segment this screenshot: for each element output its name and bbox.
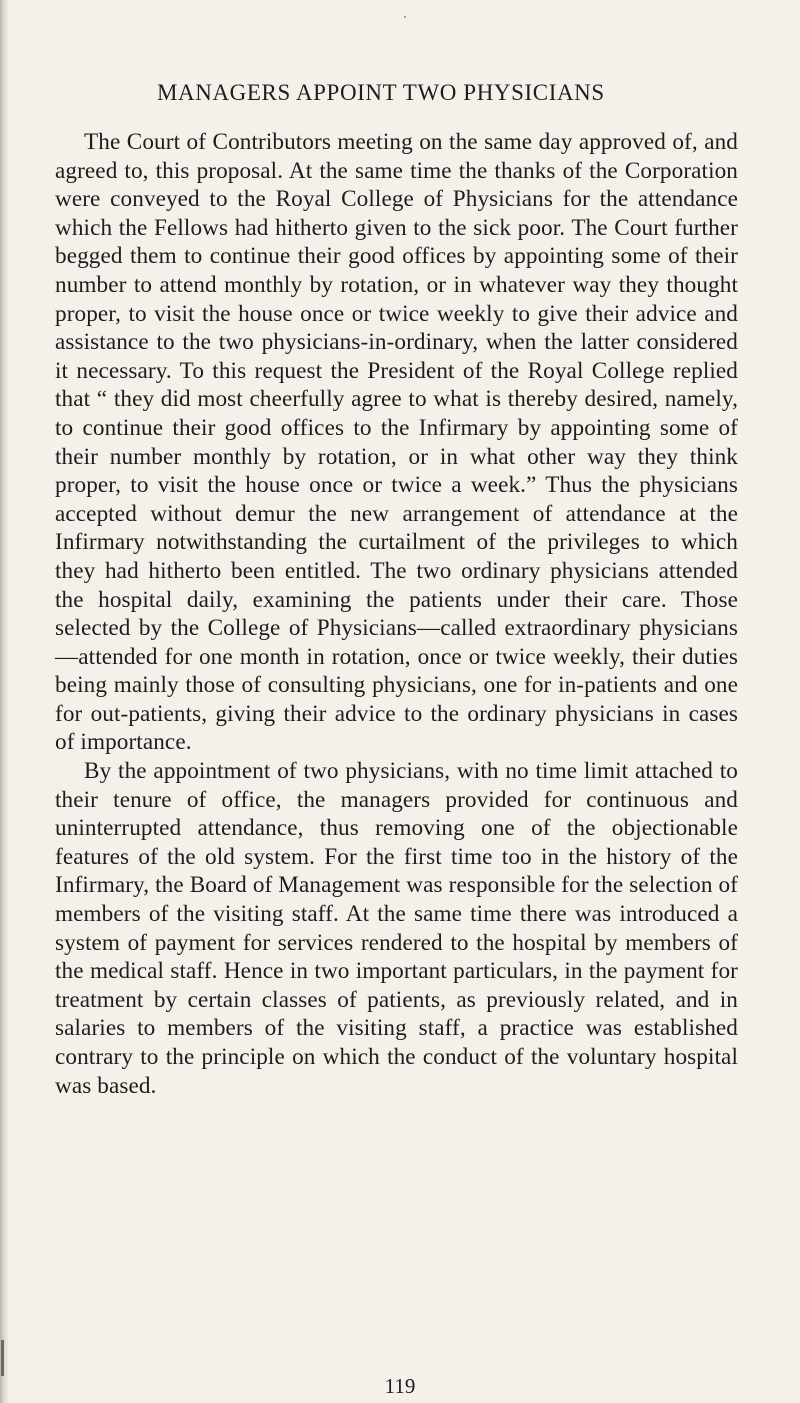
page-gutter-edge [0, 0, 8, 1403]
paragraph-2: By the appointment of two physicians, with no time limit attached to their tenure of office, the managers provided for continuous and uninterrupted attendance, thus removing one of the objectionable features of the old system. For the first time too in the history of the Infirmary, the Board of Management was responsible for the selection of members of the visiting staff. At the same time there was introduced a system of payment for services rendered to the hospital by members of the medical staff. Hence in two important particulars, in the payment for treatment by certain classes of patients, as previously related, and in salaries to members of the visiting staff, a practice was established contrary to the principle on which the conduct of the voluntary hospital was based. [55, 758, 738, 1099]
body-text [55, 128, 738, 1100]
page-number: 119 [384, 1374, 416, 1398]
binding-mark [1, 1340, 4, 1376]
paper-speck [404, 16, 406, 18]
paragraph-1: The Court of Contributors meeting on the same day approved of, and agreed to, this proposal. At the same time the thanks of the Corporation were conveyed to the Royal College of Physicians for the attendance which the Fellows had hitherto given to the sick poor. The Court further begged them to continue their good offices by appointing some of their number to attend monthly by rotation, or in whatever way they thought proper, to visit the house once or twice weekly to give their advice and assistance to the two physicians-in-ordinary, when the latter considered it necessary. To this request the President of the Royal College replied that “ they did most cheerfully agree to what is thereby desired, namely, to continue their good offices to the Infirmary by appointing some of their number monthly by rotation, or in what other way they think proper, to visit the house once or twice a week.” Thus the physicians accepted without demur the new arrangement of attendance at the Infirmary notwithstanding the curtailment of the privileges to which they had hitherto been entitled. The two ordinary physicians attended the hospital daily, examining the patients under their care. Those selected by the College of Physicians—called extraordinary physicians—attended for one month in rotation, once or twice weekly, their duties being mainly those of consulting physicians, one for in-patients and one for out-patients, giving their advice to the ordinary physicians in cases of importance. [55, 129, 738, 756]
running-head: MANAGERS APPOINT TWO PHYSICIANS [157, 80, 605, 105]
